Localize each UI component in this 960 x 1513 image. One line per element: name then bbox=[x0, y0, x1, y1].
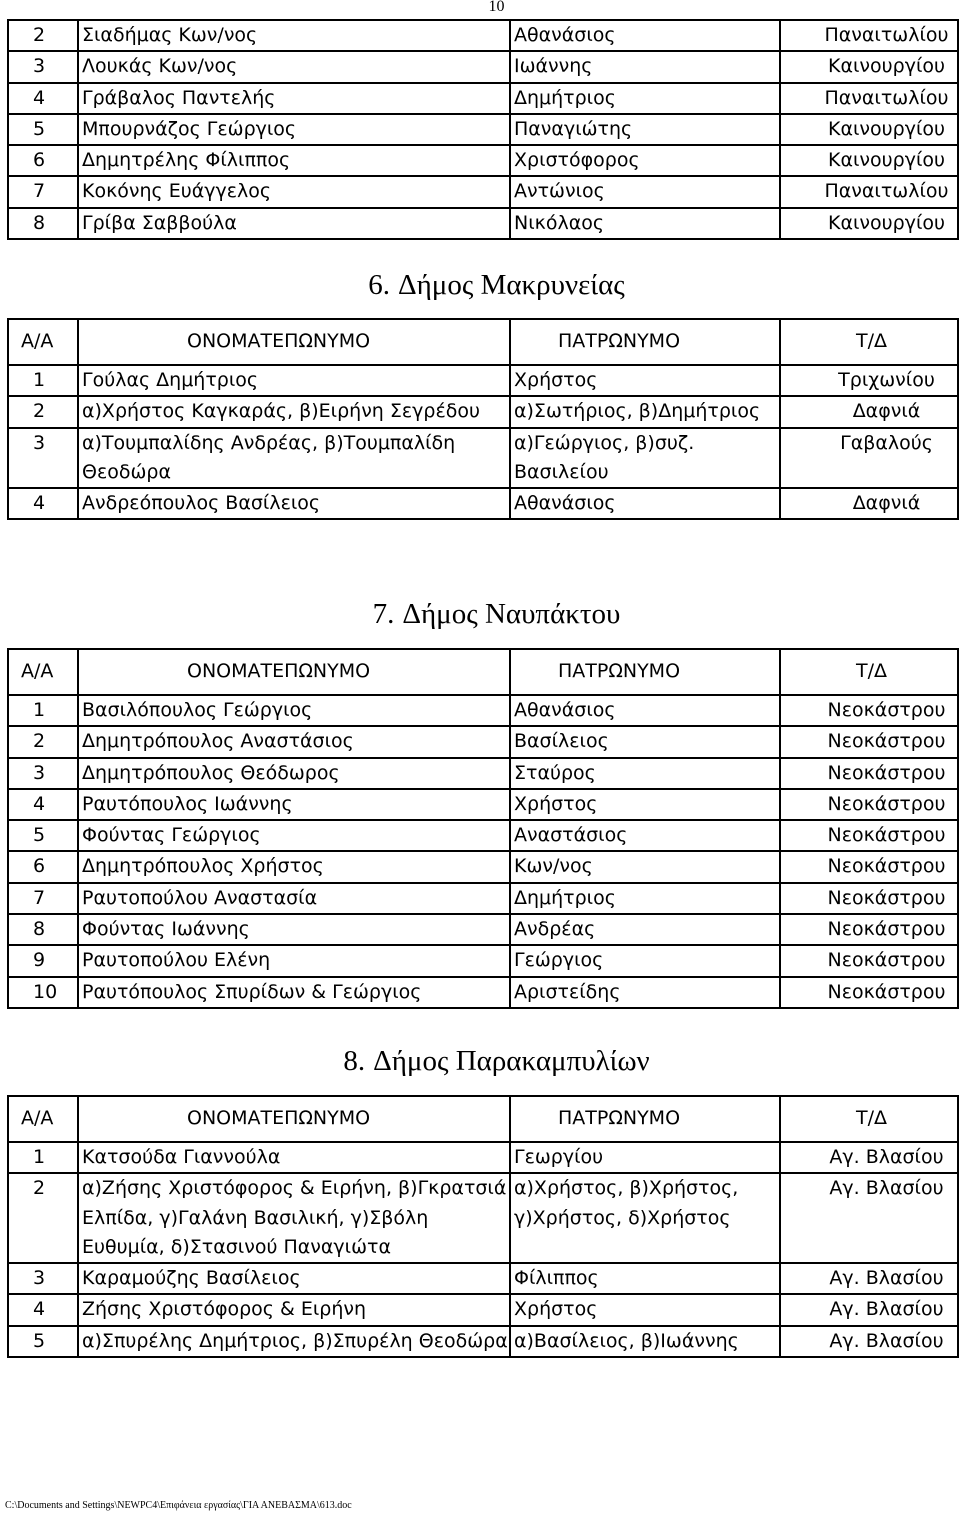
table-row bbox=[8, 851, 958, 882]
row-number: 2 bbox=[8, 726, 78, 757]
section-8-name: Δήμος Παρακαμπυλίων bbox=[373, 1045, 650, 1077]
row-community: Γαβαλούς bbox=[780, 428, 958, 489]
header-name: ΟΝΟΜΑΤΕΠΩΝΥΜΟ bbox=[78, 649, 510, 695]
page-number: 10 bbox=[488, 0, 505, 15]
row-father-name: α)Χρήστος, β)Χρήστος, γ)Χρήστος, δ)Χρήστος bbox=[510, 1173, 780, 1263]
row-father-name: Χρήστος bbox=[510, 789, 780, 820]
row-number: 8 bbox=[8, 914, 78, 945]
row-community: Νεοκάστρου bbox=[780, 914, 958, 945]
row-name: Δημητρόπουλος Αναστάσιος bbox=[78, 726, 510, 757]
table-row bbox=[8, 20, 958, 51]
section-6-name: Δήμος Μακρυνείας bbox=[397, 269, 625, 301]
row-community: Δαφνιά bbox=[780, 396, 958, 427]
row-father-name: α)Σωτήριος, β)Δημήτριος bbox=[510, 396, 780, 427]
header-name: ΟΝΟΜΑΤΕΠΩΝΥΜΟ bbox=[78, 319, 510, 365]
table-row bbox=[8, 726, 958, 757]
row-number: 7 bbox=[8, 176, 78, 207]
table-row bbox=[8, 695, 958, 726]
section-6-title bbox=[0, 269, 960, 302]
header-aa: Α/Α bbox=[8, 319, 78, 365]
row-community: Νεοκάστρου bbox=[780, 789, 958, 820]
row-father-name: Αντώνιος bbox=[510, 176, 780, 207]
row-name: Βασιλόπουλος Γεώργιος bbox=[78, 695, 510, 726]
row-father-name: Αναστάσιος bbox=[510, 820, 780, 851]
header-name: ΟΝΟΜΑΤΕΠΩΝΥΜΟ bbox=[78, 1096, 510, 1142]
row-name: Ραυτοπούλου Αναστασία bbox=[78, 883, 510, 914]
row-community: Νεοκάστρου bbox=[780, 945, 958, 976]
row-community: Αγ. Βλασίου bbox=[780, 1142, 958, 1173]
row-father-name: Ανδρέας bbox=[510, 914, 780, 945]
header-father: ΠΑΤΡΩΝΥΜΟ bbox=[510, 649, 780, 695]
footer-file-path: C:\Documents and Settings\NEWPC4\Επιφάνεια εργασίας\ΓΙΑ ΑΝΕΒΑΣΜΑ\613.doc bbox=[5, 1500, 352, 1511]
row-number: 6 bbox=[8, 145, 78, 176]
row-name: Καραμούζης Βασίλειος bbox=[78, 1263, 510, 1294]
row-father-name: Ιωάννης bbox=[510, 51, 780, 82]
section-7-name: Δήμος Ναυπάκτου bbox=[402, 598, 621, 630]
row-name: Ραυτόπουλος Σπυρίδων & Γεώργιος bbox=[78, 977, 510, 1008]
row-name: Μπουρνάζος Γεώργιος bbox=[78, 114, 510, 145]
row-community: Νεοκάστρου bbox=[780, 977, 958, 1008]
table-row bbox=[8, 977, 958, 1008]
section-6-number: 6. bbox=[368, 269, 390, 301]
table-row bbox=[8, 1142, 958, 1173]
row-number: 1 bbox=[8, 1142, 78, 1173]
row-community: Νεοκάστρου bbox=[780, 726, 958, 757]
row-father-name: Αθανάσιος bbox=[510, 488, 780, 519]
table-row bbox=[8, 83, 958, 114]
row-number: 3 bbox=[8, 1263, 78, 1294]
table-row bbox=[8, 208, 958, 239]
row-community: Νεοκάστρου bbox=[780, 851, 958, 882]
row-name: Ζήσης Χριστόφορος & Ειρήνη bbox=[78, 1294, 510, 1325]
table-section-7 bbox=[7, 648, 959, 1009]
table-row bbox=[8, 820, 958, 851]
row-father-name: Σταύρος bbox=[510, 758, 780, 789]
table-row bbox=[8, 758, 958, 789]
table-row bbox=[8, 396, 958, 427]
header-td: Τ/Δ bbox=[780, 1096, 958, 1142]
row-name: Ραυτοπούλου Ελένη bbox=[78, 945, 510, 976]
row-name: Δημητρέλης Φίλιππος bbox=[78, 145, 510, 176]
row-number: 6 bbox=[8, 851, 78, 882]
section-8-title bbox=[0, 1045, 960, 1078]
row-number: 3 bbox=[8, 51, 78, 82]
table-section-8 bbox=[7, 1095, 959, 1358]
header-aa: Α/Α bbox=[8, 1096, 78, 1142]
row-number: 3 bbox=[8, 758, 78, 789]
row-name: Γρίβα Σαββούλα bbox=[78, 208, 510, 239]
table-row bbox=[8, 51, 958, 82]
row-father-name: Αθανάσιος bbox=[510, 20, 780, 51]
row-community: Τριχωνίου bbox=[780, 365, 958, 396]
row-number: 9 bbox=[8, 945, 78, 976]
row-name: α)Τουμπαλίδης Ανδρέας, β)Τουμπαλίδη Θεοδώρα bbox=[78, 428, 510, 489]
table-row bbox=[8, 428, 958, 489]
row-number: 4 bbox=[8, 1294, 78, 1325]
header-aa: Α/Α bbox=[8, 649, 78, 695]
row-father-name: Δημήτριος bbox=[510, 83, 780, 114]
row-name: Γράβαλος Παντελής bbox=[78, 83, 510, 114]
table-row bbox=[8, 883, 958, 914]
table-body-top bbox=[8, 20, 958, 239]
row-name: α)Χρήστος Καγκαράς, β)Ειρήνη Σεγρέδου bbox=[78, 396, 510, 427]
row-father-name: Φίλιππος bbox=[510, 1263, 780, 1294]
row-community: Καινουργίου bbox=[780, 114, 958, 145]
table-header-row bbox=[8, 319, 958, 365]
row-community: Παναιτωλίου bbox=[780, 83, 958, 114]
table-row bbox=[8, 1294, 958, 1325]
table-row bbox=[8, 176, 958, 207]
row-name: Δημητρόπουλος Χρήστος bbox=[78, 851, 510, 882]
row-father-name: Δημήτριος bbox=[510, 883, 780, 914]
row-father-name: Νικόλαος bbox=[510, 208, 780, 239]
row-number: 4 bbox=[8, 83, 78, 114]
table-row bbox=[8, 789, 958, 820]
row-number: 4 bbox=[8, 789, 78, 820]
row-community: Παναιτωλίου bbox=[780, 176, 958, 207]
row-number: 10 bbox=[8, 977, 78, 1008]
header-father: ΠΑΤΡΩΝΥΜΟ bbox=[510, 319, 780, 365]
section-7-title bbox=[0, 598, 960, 631]
row-community: Αγ. Βλασίου bbox=[780, 1173, 958, 1263]
row-father-name: Παναγιώτης bbox=[510, 114, 780, 145]
row-name: Ανδρεόπουλος Βασίλειος bbox=[78, 488, 510, 519]
table-section-6 bbox=[7, 318, 959, 520]
row-name: Κοκόνης Ευάγγελος bbox=[78, 176, 510, 207]
row-number: 5 bbox=[8, 820, 78, 851]
row-name: Γούλας Δημήτριος bbox=[78, 365, 510, 396]
row-community: Δαφνιά bbox=[780, 488, 958, 519]
row-father-name: α)Βασίλειος, β)Ιωάννης bbox=[510, 1326, 780, 1357]
row-number: 4 bbox=[8, 488, 78, 519]
table-body-6 bbox=[8, 365, 958, 519]
row-community: Καινουργίου bbox=[780, 51, 958, 82]
row-community: Νεοκάστρου bbox=[780, 820, 958, 851]
row-name: Φούντας Γεώργιος bbox=[78, 820, 510, 851]
table-continued bbox=[7, 19, 959, 240]
row-number: 5 bbox=[8, 114, 78, 145]
table-row bbox=[8, 1173, 958, 1263]
row-number: 2 bbox=[8, 1173, 78, 1263]
table-row bbox=[8, 365, 958, 396]
row-father-name: α)Γεώργιος, β)συζ. Βασιλείου bbox=[510, 428, 780, 489]
row-name: α)Ζήσης Χριστόφορος & Ειρήνη, β)Γκρατσιά Ελπίδα, γ)Γαλάνη Βασιλική, γ)Σβόλη Ευθυμία, δ)Στασινού Παναγιώτα bbox=[78, 1173, 510, 1263]
row-number: 1 bbox=[8, 365, 78, 396]
table-row bbox=[8, 145, 958, 176]
header-td: Τ/Δ bbox=[780, 319, 958, 365]
row-community: Καινουργίου bbox=[780, 208, 958, 239]
table-body-7 bbox=[8, 695, 958, 1008]
row-father-name: Κων/νος bbox=[510, 851, 780, 882]
table-row bbox=[8, 1263, 958, 1294]
row-number: 8 bbox=[8, 208, 78, 239]
row-number: 7 bbox=[8, 883, 78, 914]
row-number: 5 bbox=[8, 1326, 78, 1357]
row-number: 2 bbox=[8, 396, 78, 427]
row-father-name: Χριστόφορος bbox=[510, 145, 780, 176]
row-community: Παναιτωλίου bbox=[780, 20, 958, 51]
row-name: Ραυτόπουλος Ιωάννης bbox=[78, 789, 510, 820]
row-name: Λουκάς Κων/νος bbox=[78, 51, 510, 82]
row-number: 2 bbox=[8, 20, 78, 51]
table-header-row bbox=[8, 649, 958, 695]
row-father-name: Αριστείδης bbox=[510, 977, 780, 1008]
row-father-name: Βασίλειος bbox=[510, 726, 780, 757]
row-number: 3 bbox=[8, 428, 78, 489]
table-body-8 bbox=[8, 1142, 958, 1357]
row-father-name: Αθανάσιος bbox=[510, 695, 780, 726]
row-name: Φούντας Ιωάννης bbox=[78, 914, 510, 945]
row-father-name: Γεώργιος bbox=[510, 945, 780, 976]
row-community: Νεοκάστρου bbox=[780, 695, 958, 726]
table-row bbox=[8, 914, 958, 945]
table-row bbox=[8, 488, 958, 519]
row-father-name: Χρήστος bbox=[510, 1294, 780, 1325]
row-father-name: Χρήστος bbox=[510, 365, 780, 396]
row-number: 1 bbox=[8, 695, 78, 726]
row-name: Κατσούδα Γιαννούλα bbox=[78, 1142, 510, 1173]
header-father: ΠΑΤΡΩΝΥΜΟ bbox=[510, 1096, 780, 1142]
row-community: Αγ. Βλασίου bbox=[780, 1326, 958, 1357]
row-father-name: Γεωργίου bbox=[510, 1142, 780, 1173]
table-row bbox=[8, 1326, 958, 1357]
row-name: α)Σπυρέλης Δημήτριος, β)Σπυρέλη Θεοδώρα bbox=[78, 1326, 510, 1357]
section-7-number: 7. bbox=[372, 598, 395, 630]
table-row bbox=[8, 114, 958, 145]
table-header-row bbox=[8, 1096, 958, 1142]
row-community: Νεοκάστρου bbox=[780, 883, 958, 914]
row-community: Αγ. Βλασίου bbox=[780, 1263, 958, 1294]
row-community: Αγ. Βλασίου bbox=[780, 1294, 958, 1325]
section-8-number: 8. bbox=[343, 1045, 366, 1077]
header-td: Τ/Δ bbox=[780, 649, 958, 695]
row-community: Νεοκάστρου bbox=[780, 758, 958, 789]
row-name: Δημητρόπουλος Θεόδωρος bbox=[78, 758, 510, 789]
row-name: Σιαδήμας Κων/νος bbox=[78, 20, 510, 51]
row-community: Καινουργίου bbox=[780, 145, 958, 176]
table-row bbox=[8, 945, 958, 976]
